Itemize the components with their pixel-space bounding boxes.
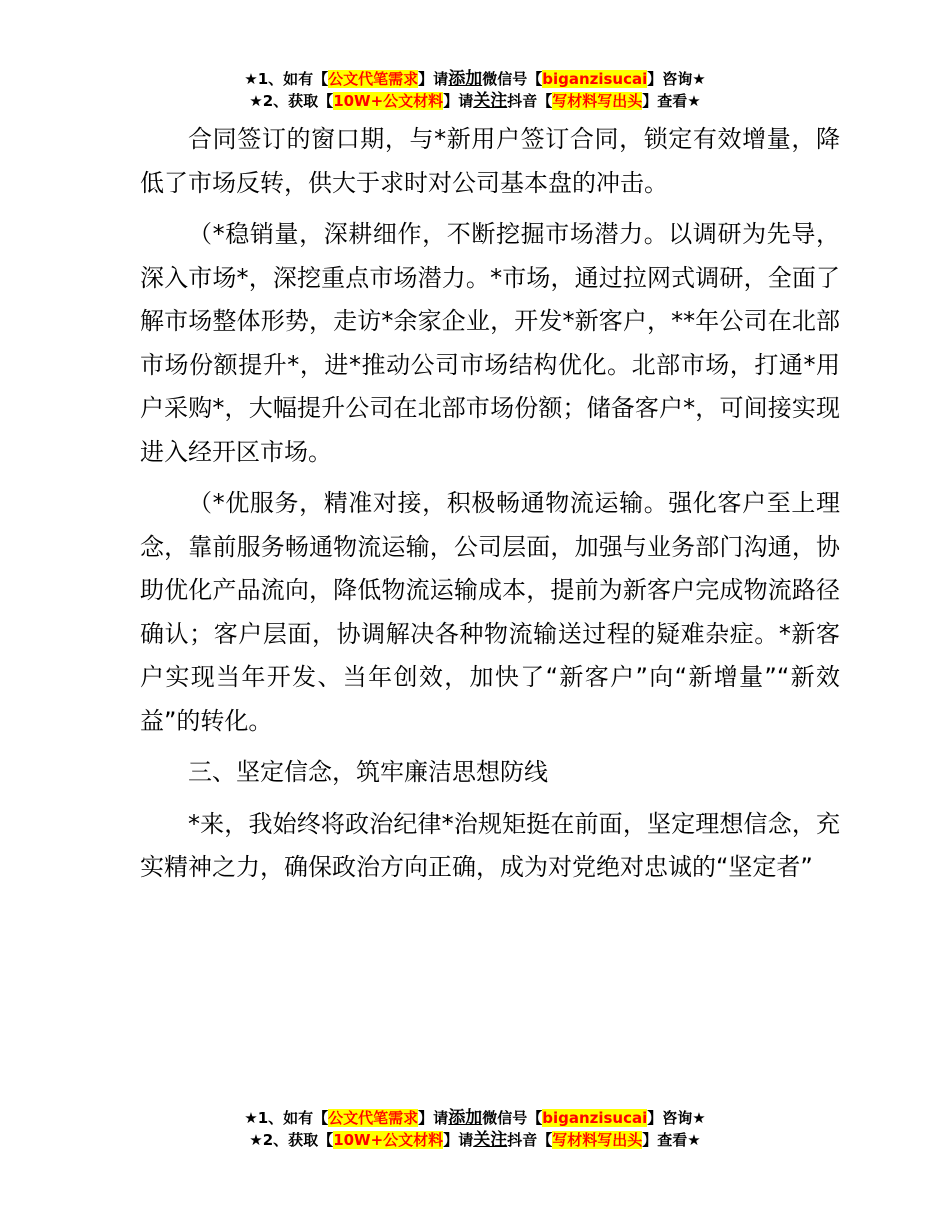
banner-highlight: biganzisucai [542,1109,648,1127]
banner-text: 】查看★ [642,92,701,110]
banner-text: 】请 [443,92,474,110]
banner-highlight: 10W+公文材料 [333,92,444,110]
banner-text: ★2、获取【 [249,1131,334,1149]
banner-highlight: 公文代笔需求 [328,70,419,88]
header-banner-line-2 [0,90,950,112]
banner-highlight: 10W+公文材料 [333,1131,444,1149]
banner-text: 微信号【 [482,1109,543,1127]
body-paragraph: （*稳销量，深耕细作，不断挖掘市场潜力。以调研为先导，深入市场*，深挖重点市场潜力。*市场，通过拉网式调研，全面了解市场整体形势，走访*余家企业，开发*新客户，**年公司在北部市场份额提升*，进*推动公司市场结构优化。北部市场，打通*用户采购*，大幅提升公司在北部市场份额；储备客户*，可间接实现进入经开区市场。 [140,220,840,466]
banner-highlight: 公文代笔需求 [328,1109,419,1127]
banner-text: ★1、如有【 [244,70,329,88]
document-body [140,118,840,898]
banner-emphasis: 添加 [448,1108,483,1128]
footer-banner-line-2 [0,1129,950,1151]
banner-text: ★1、如有【 [244,1109,329,1127]
banner-highlight: 写材料写出头 [552,92,643,110]
banner-emphasis: 关注 [473,91,508,111]
banner-text: 】请 [418,1109,449,1127]
banner-emphasis: 添加 [448,69,483,89]
banner-text: 微信号【 [482,70,543,88]
banner-text: 】请 [443,1131,474,1149]
banner-text: 】请 [418,70,449,88]
banner-highlight: 写材料写出头 [552,1131,643,1149]
body-paragraph: （*优服务，精准对接，积极畅通物流运输。强化客户至上理念，靠前服务畅通物流运输，公司层面，加强与业务部门沟通，协助优化产品流向，降低物流运输成本，提前为新客户完成物流路径确认；客户层面，协调解决各种物流输送过程的疑难杂症。*新客户实现当年开发、当年创效，加快了“新客户”向“新增量”“新效益”的转化。 [140,489,840,735]
banner-text: 抖音【 [507,92,553,110]
banner-highlight: biganzisucai [542,70,648,88]
banner-text: 】查看★ [642,1131,701,1149]
banner-text: 】咨询★ [647,70,706,88]
header-banner-line-1 [0,68,950,90]
header-banner [0,68,950,112]
banner-emphasis: 关注 [473,1130,508,1150]
body-paragraph: 合同签订的窗口期，与*新用户签订合同，锁定有效增量，降低了市场反转，供大于求时对公司基本盘的冲击。 [140,125,840,197]
section-heading: 三、坚定信念，筑牢廉洁思想防线 [188,758,548,786]
banner-text: ★2、获取【 [249,92,334,110]
banner-text: 抖音【 [507,1131,553,1149]
body-paragraph: *来，我始终将政治纪律*治规矩挺在前面，坚定理想信念，充实精神之力，确保政治方向正确，成为对党绝对忠诚的“坚定者” [140,809,840,881]
footer-banner [0,1107,950,1151]
footer-banner-line-1 [0,1107,950,1129]
banner-text: 】咨询★ [647,1109,706,1127]
